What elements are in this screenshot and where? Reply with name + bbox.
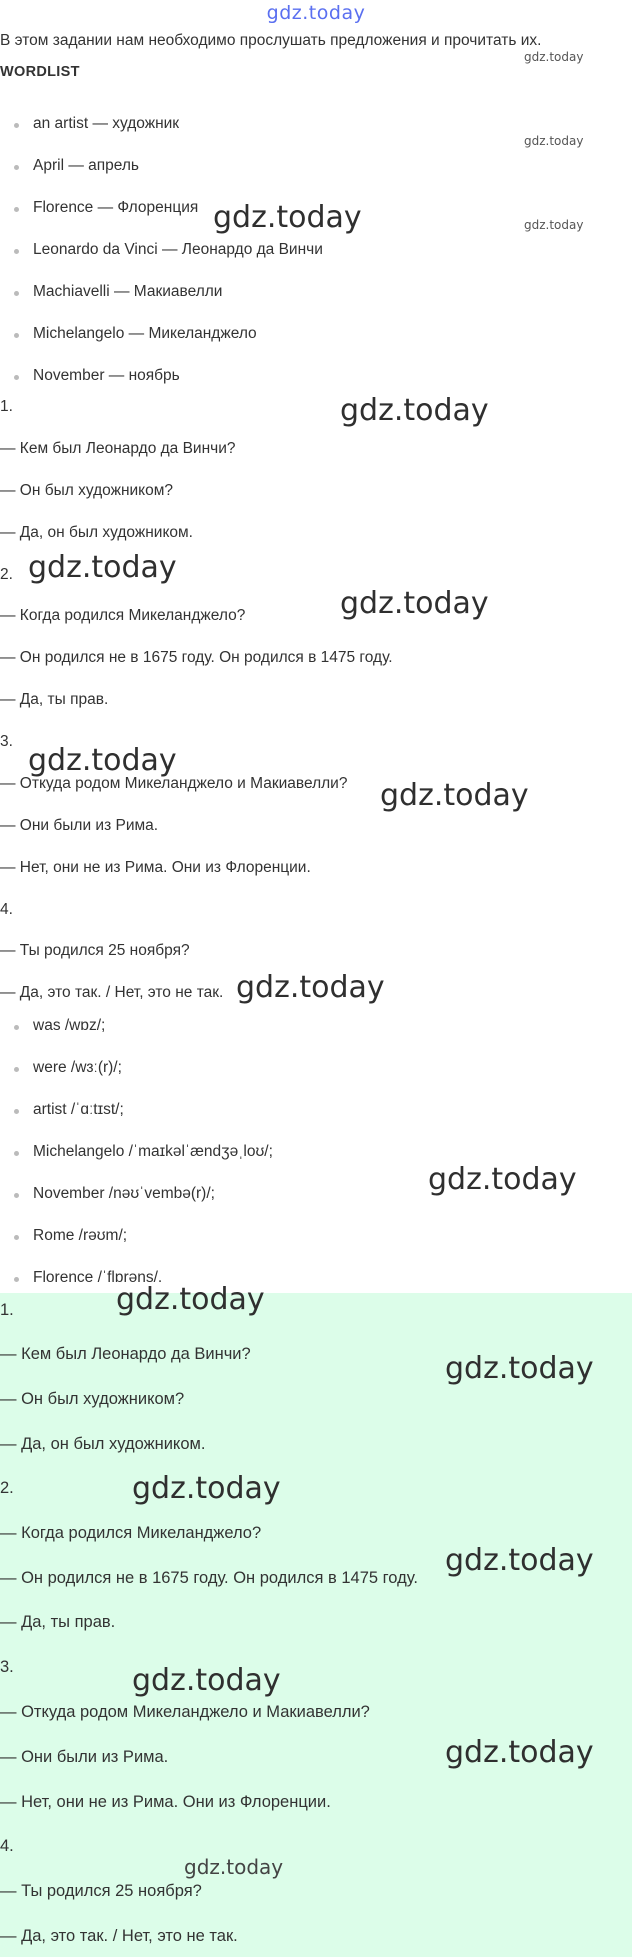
dialogue-line: — Ты родился 25 ноября? — [0, 942, 190, 959]
dialogue-number: 1. — [0, 1301, 14, 1319]
dialogue-line: — Ты родился 25 ноября? — [0, 1882, 202, 1900]
watermark: gdz.today — [380, 778, 529, 813]
watermark: gdz.today — [236, 970, 385, 1005]
bullet-icon — [14, 207, 19, 212]
watermark: gdz.today — [428, 1162, 577, 1197]
bullet-icon — [14, 1235, 19, 1240]
bullet-icon — [14, 1025, 19, 1030]
bullet-icon — [14, 249, 19, 254]
dialogue-line: — Да, ты прав. — [0, 1613, 116, 1631]
watermark: gdz.today — [340, 586, 489, 621]
dialogue-line: — Когда родился Микеланджело? — [0, 1524, 262, 1542]
bullet-icon — [14, 165, 19, 170]
dialogue-number: 2. — [0, 1479, 14, 1497]
bullet-icon — [14, 291, 19, 296]
bullet-icon — [14, 1067, 19, 1072]
watermark: gdz.today — [28, 550, 177, 585]
dialogue-number: 1. — [0, 398, 13, 415]
watermark: gdz.today — [184, 1855, 284, 1879]
dialogue-line: — Да, он был художником. — [0, 524, 193, 541]
bullet-icon — [14, 1277, 19, 1282]
wordlist-heading: WORDLIST — [0, 64, 80, 80]
dialogue-line: — Нет, они не из Рима. Они из Флоренции. — [0, 859, 311, 876]
dialogue-number: 4. — [0, 1837, 14, 1855]
watermark: gdz.today — [524, 50, 584, 64]
dialogue-number: 3. — [0, 733, 13, 750]
dialogue-number: 4. — [0, 901, 13, 918]
dialogue-line: — Они были из Рима. — [0, 817, 159, 834]
dialogue-line: — Кем был Леонардо да Винчи? — [0, 440, 236, 457]
answer-section — [0, 1282, 632, 1957]
site-logo[interactable]: gdz.today — [266, 2, 366, 24]
watermark: gdz.today — [132, 1471, 281, 1506]
watermark: gdz.today — [524, 134, 584, 148]
dialogue-line: — Да, ты прав. — [0, 691, 109, 708]
dialogue-line: — Кем был Леонардо да Винчи? — [0, 1345, 251, 1363]
bullet-icon — [14, 375, 19, 380]
watermark: gdz.today — [132, 1663, 281, 1698]
watermark: gdz.today — [445, 1543, 594, 1578]
dialogue-line: — Откуда родом Микеланджело и Макиавелли? — [0, 1703, 370, 1721]
dialogue-line: — Нет, они не из Рима. Они из Флоренции. — [0, 1793, 331, 1811]
dialogue-line: — Да, это так. / Нет, это не так. — [0, 984, 224, 1001]
bullet-icon — [14, 1109, 19, 1114]
dialogue-line: — Они были из Рима. — [0, 1748, 169, 1766]
bullet-icon — [14, 1193, 19, 1198]
dialogue-number: 2. — [0, 566, 13, 583]
bullet-icon — [14, 1151, 19, 1156]
watermark: gdz.today — [340, 393, 489, 428]
dialogue-line: — Он родился не в 1675 году. Он родился в 1475 году. — [0, 1569, 418, 1587]
dialogue-number: 3. — [0, 1658, 14, 1676]
dialogue-line: — Он был художником? — [0, 482, 174, 499]
bullet-icon — [14, 333, 19, 338]
watermark: gdz.today — [213, 200, 362, 235]
dialogue-line: — Да, это так. / Нет, это не так. — [0, 1927, 238, 1945]
dialogue-line: — Когда родился Микеланджело? — [0, 607, 246, 624]
watermark: gdz.today — [445, 1351, 594, 1386]
watermark: gdz.today — [28, 743, 177, 778]
dialogue-line: — Он родился не в 1675 году. Он родился в 1475 году. — [0, 649, 393, 666]
watermark: gdz.today — [445, 1735, 594, 1770]
intro-text: В этом задании нам необходимо прослушать предложения и прочитать их. — [0, 32, 542, 49]
watermark: gdz.today — [524, 218, 584, 232]
dialogue-line: — Он был художником? — [0, 1390, 185, 1408]
dialogue-line: — Откуда родом Микеланджело и Макиавелли? — [0, 775, 348, 792]
dialogue-line: — Да, он был художником. — [0, 1435, 206, 1453]
watermark: gdz.today — [116, 1282, 265, 1317]
bullet-icon — [14, 123, 19, 128]
